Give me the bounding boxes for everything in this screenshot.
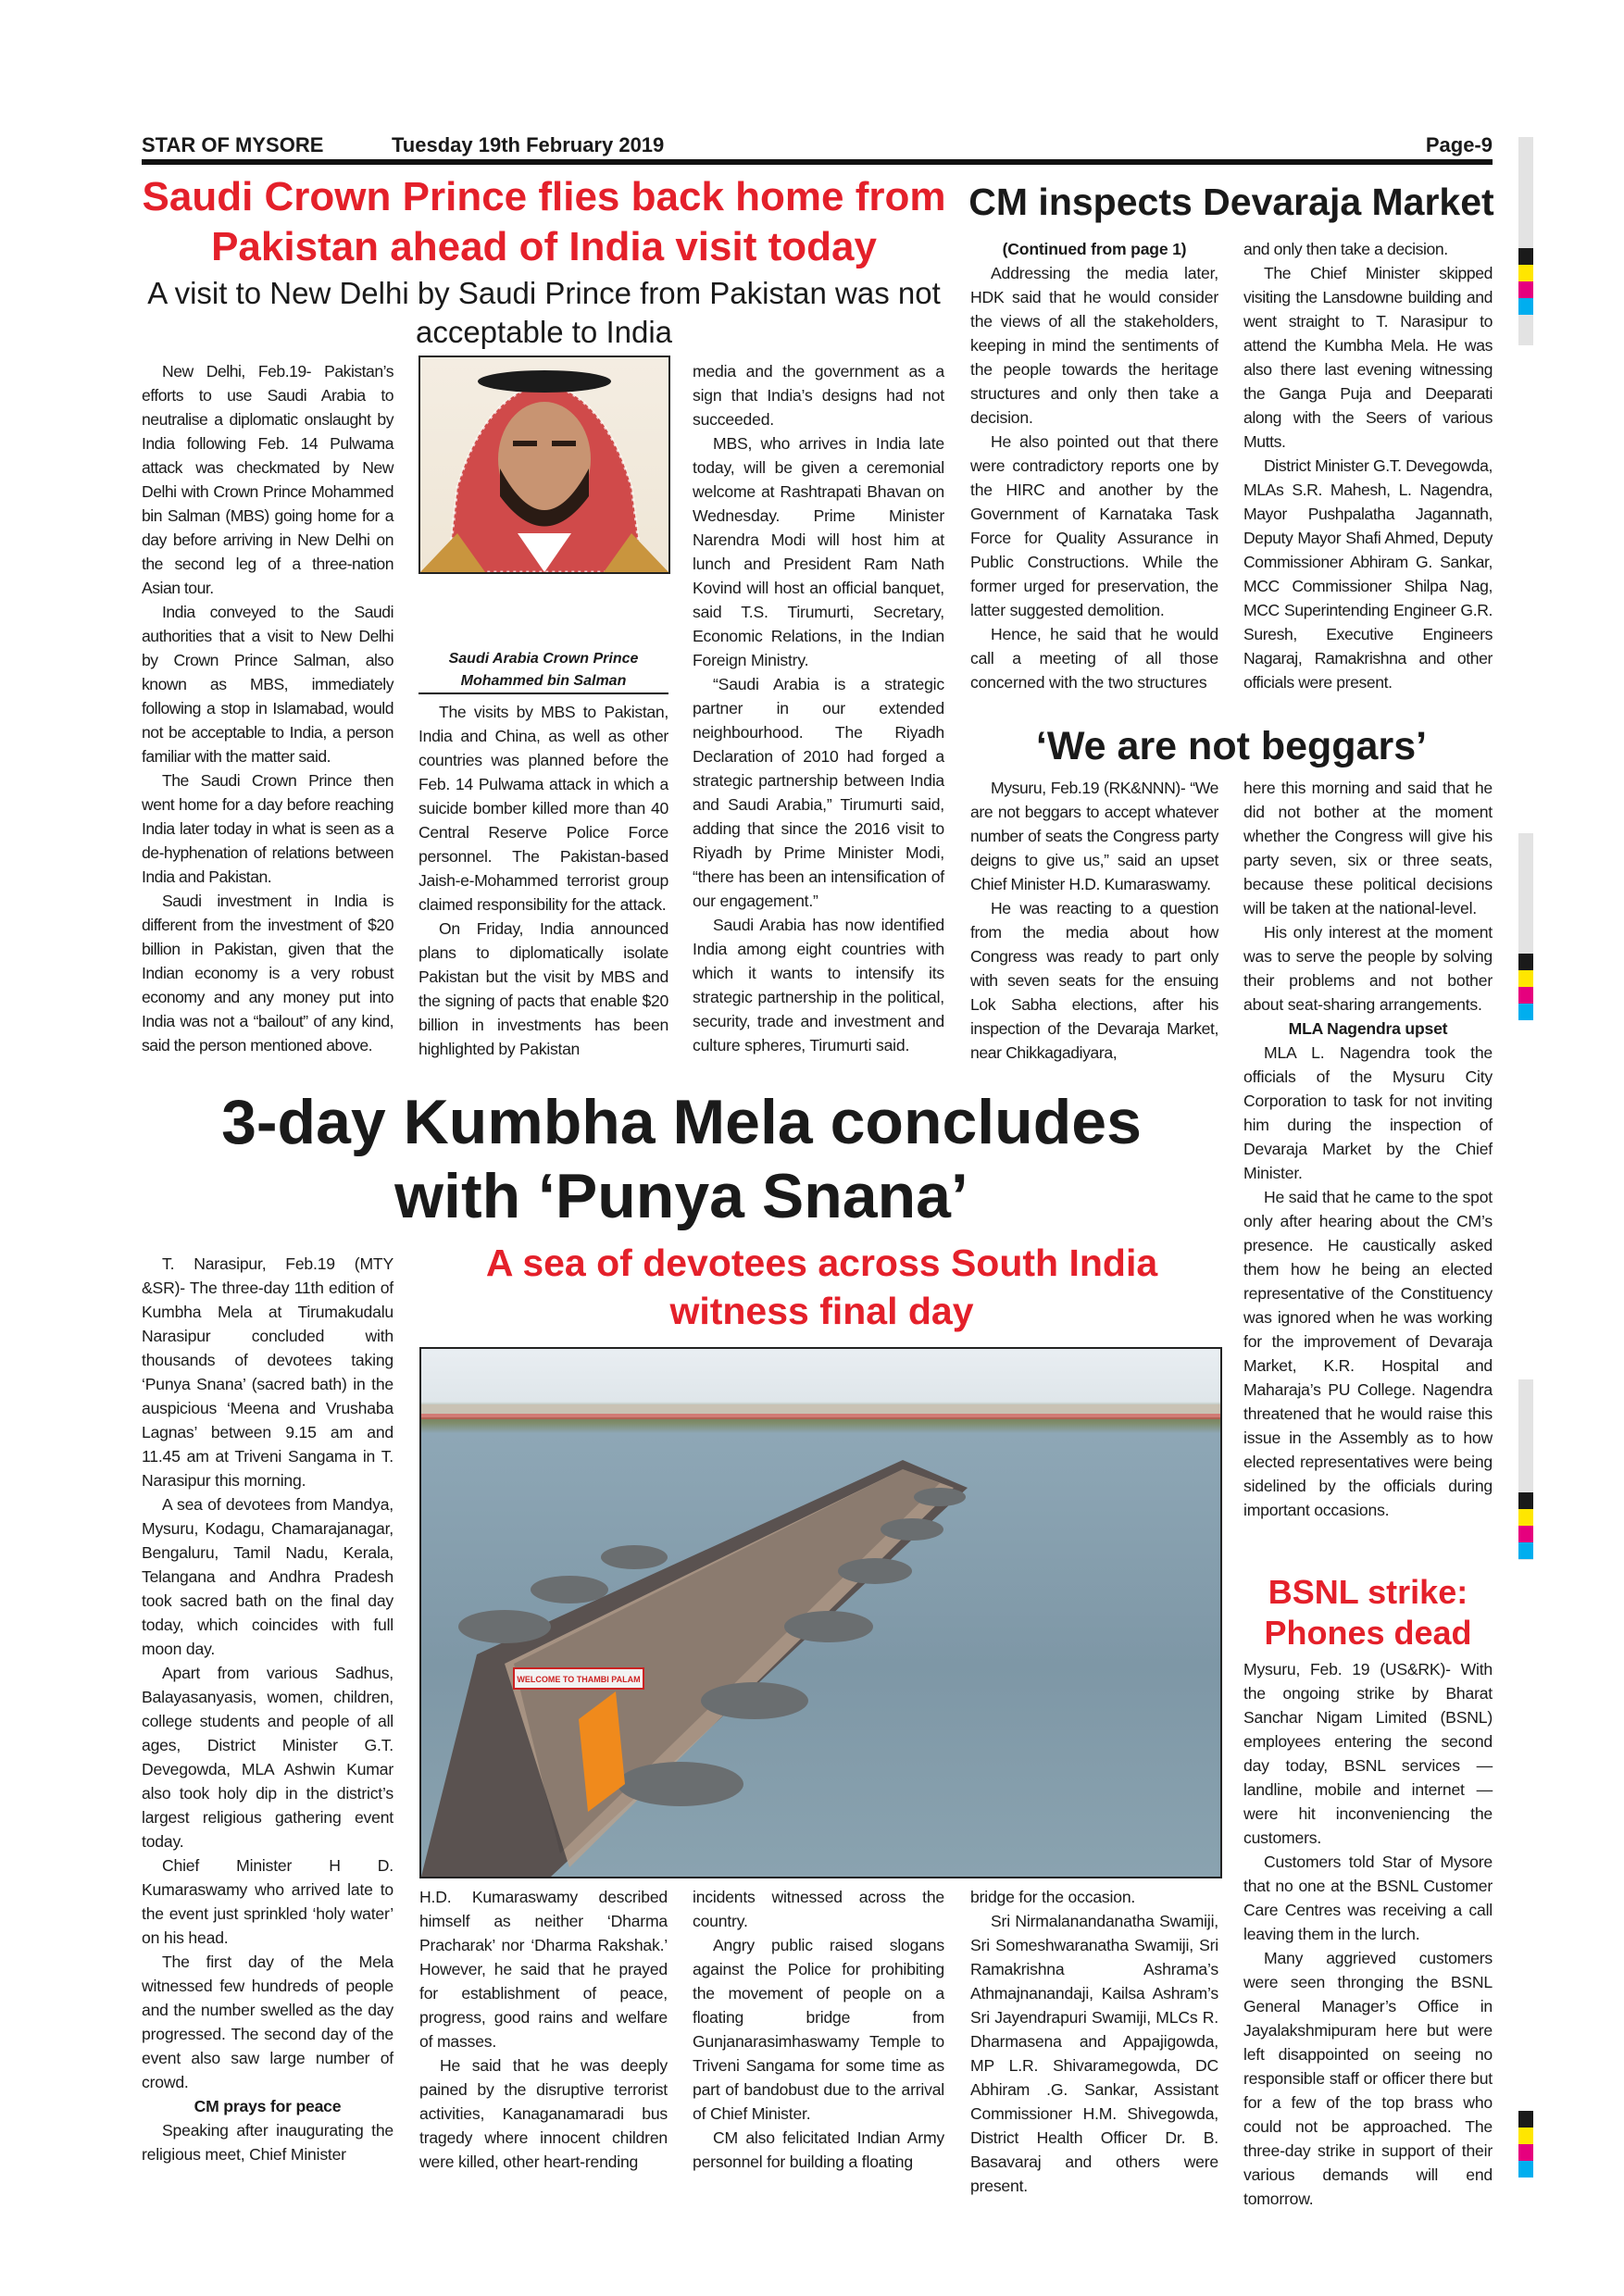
kumbha-column-2 (419, 1885, 668, 2174)
cmyk-registration-mark (1518, 2111, 1533, 2177)
beggars-column-1 (970, 776, 1218, 1065)
paragraph: District Minister G.T. Devegowda, MLAs S.R. Mahesh, L. Nagendra, Mayor Pushpalatha Jagannath, Deputy Mayor Shafi Ahmed, Deputy Commissioner Abhiram G. Sankar, MCC Commissioner Shilpa Nag, MCC Superintending Engineer G.R. Suresh, Executive Engineers Nagaraj, Ramakrishna and other officials were present. (1243, 456, 1493, 692)
section-subhead: MLA Nagendra upset (1288, 1019, 1448, 1038)
paragraph: Saudi Arabia has now identified India among eight countries with which it wants to intensify its strategic partnership in the political, security, trade and investment and culture spheres, Tirumurti said. (693, 916, 944, 1054)
newspaper-name: STAR OF MYSORE (142, 133, 324, 156)
paragraph: His only interest at the moment was to serve the people by solving their problems and not bother about seat-sharing arrangements. (1243, 923, 1493, 1014)
kumbha-column-4 (970, 1885, 1218, 2198)
cmyk-registration-mark (1518, 248, 1533, 315)
saudi-headline: Saudi Crown Prince flies back home from Pakistan ahead of India visit today (142, 174, 946, 269)
paragraph: T. Narasipur, Feb.19 (MTY &SR)- The three-day 11th edition of Kumbha Mela at Tirumakudalu Narasipur concluded with thousands of devotees taking ‘Punya Snana’ (sacred bath) in the auspicious ‘Meena and Vrushaba Lagnas’ between 9.15 am and 11.45 am at Triveni Sangama in T. Narasipur this morning. (142, 1254, 394, 1490)
cm-column-2 (1243, 237, 1493, 694)
issue-date: Tuesday 19th February 2019 (392, 133, 665, 156)
paragraph: bridge for the occasion. (970, 1888, 1136, 1906)
paragraph: Mysuru, Feb. 19 (US&RK)- With the ongoing strike by Bharat Sanchar Nigam Limited (BSNL) employees entering the second day today, BSNL services — landline, mobile and internet — were hit inconveniencing the customers. (1243, 1660, 1493, 1847)
kumbha-headline-line-1: 3-day Kumbha Mela concludes (221, 1087, 1142, 1157)
paragraph: The Chief Minister skipped visiting the Lansdowne building and went straight to T. Narasipur to attend the Kumbha Mela. He was also there last evening witnessing the Ganga Puja and Deeparati along with the Seers of various Mutts. (1243, 264, 1493, 451)
bsnl-headline-line-1: BSNL strike: (1268, 1573, 1468, 1611)
section-subhead: CM prays for peace (194, 2097, 342, 2115)
cm-column-1-text (970, 261, 1218, 694)
paragraph: The visits by MBS to Pakistan, India and China, as well as other countries was planned before the Feb. 14 Pulwama attack in which a suicide bomber killed more than 40 Central Reserve Police Force personnel. The Pakistan-based Jaish-e-Mohammed terrorist group claimed responsibility for the attack. (418, 703, 668, 914)
saudi-subhead: A visit to New Delhi by Saudi Prince from Pakistan was not acceptable to India (147, 276, 941, 349)
saudi-column-2 (418, 700, 668, 1061)
bsnl-headline (1243, 1572, 1493, 1653)
crown-prince-photo (418, 356, 670, 574)
cm-column-1 (970, 237, 1218, 694)
paragraph: MLA L. Nagendra took the officials of the Mysuru City Corporation to task for not inviting him during the inspection of Devaraja Market by the Chief Minister. (1243, 1043, 1493, 1182)
paragraph: and only then take a decision. (1243, 240, 1448, 258)
masthead (142, 130, 1493, 161)
paragraph: He said that he came to the spot only after hearing about the CM’s presence. He caustically asked them how he being an elected representative of the Constituency was ignored when he was working for the improvement of Devaraja Market, K.R. Hospital and Maharaja’s PU College. Nagendra threatened that he would raise this issue in the Assembly as to how elected representatives were being sidelined by the officials during important occasions. (1243, 1188, 1493, 1519)
kumbha-subhead: A sea of devotees across South India witness final day (485, 1242, 1158, 1332)
bsnl-headline-line-2: Phones dead (1264, 1614, 1472, 1652)
paragraph: H.D. Kumaraswamy described himself as neither ‘Dharma Pracharak’ nor ‘Dharma Rakshak.’ However, he said that he prayed for establishment of peace, progress, good rains and welfare of masses. (419, 1888, 668, 2051)
kumbha-headline-line-2: with ‘Punya Snana’ (394, 1161, 968, 1231)
paragraph: Addressing the media later, HDK said that he would consider the views of all the stakeholders, keeping in mind the sentiments of the people towards the heritage structures and only then take a decision. (970, 264, 1218, 427)
paragraph: CM also felicitated Indian Army personnel for building a floating (693, 2128, 944, 2171)
paragraph: Hence, he said that he would call a meeting of all those concerned with the two structures (970, 625, 1218, 692)
kumbha-column-1 (142, 1252, 394, 2166)
cmyk-registration-mark (1518, 954, 1533, 1020)
paragraph: Apart from various Sadhus, Balayasanyasis, women, children, college students and people of all ages, District Minister G.T. Devegowda, MLA Ashwin Kumar also took holy dip in the district’s largest religious gathering event today. (142, 1664, 394, 1851)
nagendra-text (1243, 1041, 1493, 1522)
paragraph: The first day of the Mela witnessed few hundreds of people and the number swelled as the day progressed. The second day of the event also saw large number of crowd. (142, 1953, 394, 2091)
photo-caption (418, 648, 668, 694)
paragraph: media and the government as a sign that India’s designs had not succeeded. (693, 362, 944, 429)
paragraph: On Friday, India announced plans to diplomatically isolate Pakistan but the visit by MBS and the signing of pacts that enable $20 billion in investments has been highlighted by Pakistan (418, 919, 668, 1058)
paragraph: Mysuru, Feb.19 (RK&NNN)- “We are not beggars to accept whatever number of seats the Congress party deigns to give us,” said an upset Chief Minister H.D. Kumaraswamy. (970, 779, 1218, 893)
kumbha-mela-photo (419, 1347, 1222, 1878)
paragraph: Chief Minister H D. Kumaraswamy who arrived late to the event just sprinkled ‘holy water’ on his head. (142, 1856, 394, 1947)
paragraph: incidents witnessed across the country. (693, 1888, 944, 1930)
continued-note: (Continued from page 1) (1002, 240, 1187, 258)
saudi-column-3 (693, 359, 944, 1057)
masthead-rule (142, 159, 1493, 165)
caption-line-2: Mohammed bin Salman (460, 673, 627, 689)
paragraph: Sri Nirmalanandanatha Swamiji, Sri Someshwaranatha Swamiji, Sri Ramakrishna Ashrama’s Athmajnanandaji, Kailsa Ashram’s Sri Jayendrapuri Swamiji, MLCs R. Dharmasena and Appajigowda, MP L.R. Shivaramegowda, DC Abhiram .G. Sankar, Assistant Commissioner H.M. Shivegowda, District Health Officer Dr. B. Basavaraj and others were present. (970, 1912, 1218, 2195)
beggars-headline: ‘We are not beggars’ (1035, 724, 1428, 768)
kumbha-headline (139, 1085, 1224, 1233)
paragraph: New Delhi, Feb.19- Pakistan’s efforts to use Saudi Arabia to neutralise a diplomatic onslaught by India following Feb. 14 Pulwama attack was checkmated by New Delhi with Crown Prince Mohammed bin Salman (MBS) going home for a day before arriving in New Delhi on the second leg of a three-nation Asian tour. (142, 362, 394, 597)
photo-banner-text: WELCOME TO THAMBI PALAM (517, 1675, 641, 1684)
paragraph: “Saudi Arabia is a strategic partner in our extended neighbourhood. The Riyadh Declaration of 2010 had forged a strategic partnership between India and Saudi Arabia,” Tirumurti said, adding that since the 2016 visit to Riyadh by Prime Minister Modi, “there has been an intensification of our engagement.” (693, 675, 944, 910)
paragraph: Saudi investment in India is different from the investment of $20 billion in Pakistan, given that the Indian economy is a very robust economy and any money put into India was not a “bailout” of any kind, said the person mentioned above. (142, 892, 394, 1054)
paragraph: A sea of devotees from Mandya, Mysuru, Kodagu, Chamarajanagar, Bengaluru, Tamil Nadu, Kerala, Telangana and Andhra Pradesh took sacred bath on the final day today, which coincides with full moon day. (142, 1495, 394, 1658)
cm-headline: CM inspects Devaraja Market (968, 181, 1494, 223)
paragraph: He also pointed out that there were contradictory reports one by the HIRC and another by the Government of Karnataka Task Force for Quality Assurance in Public Constructions. While the former urged for preservation, the latter suggested demolition. (970, 432, 1218, 619)
paragraph: MBS, who arrives in India late today, will be given a ceremonial welcome at Rashtrapati Bhavan on Wednesday. Prime Minister Narendra Modi will host him at lunch and President Ram Nath Kovind will host an official banquet, said T.S. Tirumurti, Secretary, Economic Relations, in the Indian Foreign Ministry. (693, 434, 944, 669)
paragraph: here this morning and said that he did not bother at the moment whether the Congress will give his party seven, six or three seats, because these political decisions will be taken at the national-level. (1243, 779, 1493, 917)
kumbha-column-1-end (142, 2118, 394, 2166)
kumbha-column-3 (693, 1885, 944, 2174)
paragraph: Speaking after inaugurating the religious meet, Chief Minister (142, 2121, 394, 2164)
paragraph: He was reacting to a question from the media about how Congress was ready to part only with seven seats for the ensuing Lok Sabha elections, after his inspection of the Devaraja Market, near Chikkagadiyara, (970, 899, 1218, 1062)
cmyk-registration-mark (1518, 1492, 1533, 1559)
beggars-column-2 (1243, 776, 1493, 1522)
paragraph: Customers told Star of Mysore that no one at the BSNL Customer Care Centres was receiving a call leaving them in the lurch. (1243, 1853, 1493, 1943)
kumbha-column-1-text (142, 1252, 394, 2094)
page-number: Page-9 (1425, 133, 1493, 156)
saudi-column-1 (142, 359, 394, 1057)
paragraph: India conveyed to the Saudi authorities that a visit to New Delhi by Crown Prince Salman, also known as MBS, immediately following a stop in Islamabad, would not be acceptable to India, a person familiar with the matter said. (142, 603, 394, 766)
beggars-column-2-text (1243, 776, 1493, 1017)
paragraph: Angry public raised slogans against the Police for prohibiting the movement of people on a floating bridge from Gunjanarasimhaswamy Temple to Triveni Sangama for some time as part of bandobust due to the arrival of Chief Minister. (693, 1936, 944, 2123)
paragraph: He said that he was deeply pained by the disruptive terrorist activities, Kanaganamaradi bus tragedy where innocent children were killed, other heart-rending (419, 2056, 668, 2171)
caption-line-1: Saudi Arabia Crown Prince (448, 651, 639, 667)
paragraph: The Saudi Crown Prince then went home for a day before reaching India later today in what is seen as a de-hyphenation of relations between India and Pakistan. (142, 771, 394, 886)
paragraph: Many aggrieved customers were seen thronging the BSNL General Manager’s Office in Jayalakshmipuram here but were left disappointed on seeing no responsible staff or officer there but for a few of the top brass who could not be approached. The three-day strike in support of their various demands will end tomorrow. (1243, 1949, 1493, 2208)
bsnl-column (1243, 1657, 1493, 2211)
